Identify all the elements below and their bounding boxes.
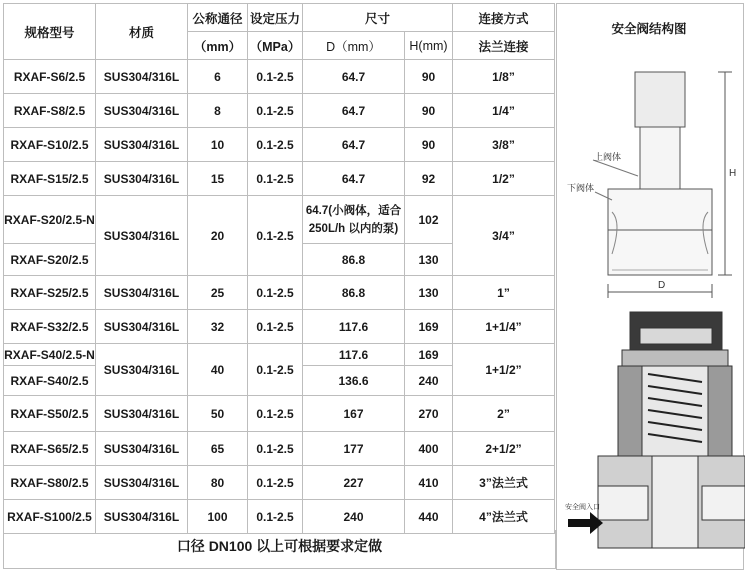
cell-h: 400 (405, 432, 453, 466)
cell-d: 86.8 (303, 244, 405, 276)
cell-material: SUS304/316L (96, 344, 188, 396)
cell-h: 440 (405, 500, 453, 534)
cell-material: SUS304/316L (96, 60, 188, 94)
cell-model: RXAF-S65/2.5 (4, 432, 96, 466)
cell-connection: 1/4” (453, 94, 555, 128)
cell-model: RXAF-S10/2.5 (4, 128, 96, 162)
cell-connection: 1/2” (453, 162, 555, 196)
cell-pressure: 0.1-2.5 (248, 276, 303, 310)
cell-material: SUS304/316L (96, 94, 188, 128)
cell-model-s20: RXAF-S20/2.5 (4, 244, 96, 276)
cell-model-s40-n: RXAF-S40/2.5-N (4, 344, 96, 366)
cell-h: 410 (405, 466, 453, 500)
header-size-h: H(mm) (405, 32, 453, 60)
cell-d: 64.7 (303, 94, 405, 128)
cell-connection: 1” (453, 276, 555, 310)
cell-h: 90 (405, 60, 453, 94)
cell-h: 130 (405, 244, 453, 276)
cell-material: SUS304/316L (96, 500, 188, 534)
cell-h: 130 (405, 276, 453, 310)
cell-pressure: 0.1-2.5 (248, 196, 303, 276)
cell-connection: 2” (453, 396, 555, 432)
cell-d: 136.6 (303, 366, 405, 396)
cell-material: SUS304/316L (96, 466, 188, 500)
header-set-pressure: 设定压力 (248, 4, 303, 32)
cell-dn: 65 (188, 432, 248, 466)
header-connection-sub: 法兰连接 (453, 32, 555, 60)
cell-h: 270 (405, 396, 453, 432)
valve-schematic (593, 72, 732, 298)
cell-d: 227 (303, 466, 405, 500)
cell-d: 117.6 (303, 344, 405, 366)
label-inlet: 安全阀入口 (565, 504, 600, 511)
cell-dn: 25 (188, 276, 248, 310)
cell-dn: 100 (188, 500, 248, 534)
cell-model: RXAF-S100/2.5 (4, 500, 96, 534)
cell-d: 240 (303, 500, 405, 534)
cell-connection: 3/4” (453, 196, 555, 276)
valve-cutaway (598, 312, 745, 548)
cell-material: SUS304/316L (96, 396, 188, 432)
cell-pressure: 0.1-2.5 (248, 60, 303, 94)
cell-model: RXAF-S25/2.5 (4, 276, 96, 310)
cell-dn: 80 (188, 466, 248, 500)
cell-connection: 3”法兰式 (453, 466, 555, 500)
cell-h: 102 (405, 196, 453, 244)
label-d: D (658, 280, 666, 291)
diagram-title: 安全阀结构图 (611, 22, 687, 36)
cell-connection: 1/8” (453, 60, 555, 94)
header-nominal-diameter: 公称通径 (188, 4, 248, 32)
cell-connection: 2+1/2” (453, 432, 555, 466)
cell-d: 117.6 (303, 310, 405, 344)
cell-h: 169 (405, 344, 453, 366)
cell-h: 90 (405, 94, 453, 128)
cell-pressure: 0.1-2.5 (248, 128, 303, 162)
cell-pressure: 0.1-2.5 (248, 162, 303, 196)
cell-material: SUS304/316L (96, 310, 188, 344)
label-lower-body: 下阀体 (567, 183, 595, 193)
cell-d: 64.7 (303, 162, 405, 196)
cell-dn: 20 (188, 196, 248, 276)
cell-dn: 40 (188, 344, 248, 396)
cell-dn: 6 (188, 60, 248, 94)
header-set-pressure-unit: （MPa） (248, 32, 303, 60)
cell-pressure: 0.1-2.5 (248, 396, 303, 432)
cell-model: RXAF-S15/2.5 (4, 162, 96, 196)
cell-pressure: 0.1-2.5 (248, 310, 303, 344)
cell-pressure: 0.1-2.5 (248, 344, 303, 396)
cell-d: 167 (303, 396, 405, 432)
cell-model-s20-n: RXAF-S20/2.5-N (4, 196, 96, 244)
cell-model: RXAF-S6/2.5 (4, 60, 96, 94)
header-connection: 连接方式 (453, 4, 555, 32)
header-nominal-diameter-unit: （mm） (188, 32, 248, 60)
cell-dn: 8 (188, 94, 248, 128)
cell-h: 240 (405, 366, 453, 396)
cell-model: RXAF-S8/2.5 (4, 94, 96, 128)
header-material: 材质 (96, 4, 188, 60)
cell-d: 177 (303, 432, 405, 466)
d-note-text: 64.7(小阀体，适合250L/h 以内的泵) (305, 204, 402, 235)
cell-d: 64.7 (303, 128, 405, 162)
header-model: 规格型号 (4, 4, 96, 60)
cell-h: 92 (405, 162, 453, 196)
cell-h: 169 (405, 310, 453, 344)
label-upper-body: 上阀体 (594, 152, 622, 162)
table-footer-note: 口径 DN100 以上可根据要求定做 (3, 530, 556, 569)
cell-pressure: 0.1-2.5 (248, 432, 303, 466)
cell-dn: 50 (188, 396, 248, 432)
cell-dn: 10 (188, 128, 248, 162)
cell-d: 86.8 (303, 276, 405, 310)
cell-material: SUS304/316L (96, 432, 188, 466)
cell-connection: 1+1/2” (453, 344, 555, 396)
label-h: H (729, 168, 737, 179)
cell-connection: 4”法兰式 (453, 500, 555, 534)
header-size-d: D（mm） (303, 32, 405, 60)
cell-pressure: 0.1-2.5 (248, 500, 303, 534)
header-size: 尺寸 (303, 4, 453, 32)
cell-material: SUS304/316L (96, 128, 188, 162)
cell-material: SUS304/316L (96, 162, 188, 196)
cell-model-s40: RXAF-S40/2.5 (4, 366, 96, 396)
cell-pressure: 0.1-2.5 (248, 94, 303, 128)
cell-dn: 15 (188, 162, 248, 196)
cell-model: RXAF-S32/2.5 (4, 310, 96, 344)
cell-material: SUS304/316L (96, 276, 188, 310)
cell-connection: 1+1/4” (453, 310, 555, 344)
cell-connection: 3/8” (453, 128, 555, 162)
cell-model: RXAF-S80/2.5 (4, 466, 96, 500)
cell-model: RXAF-S50/2.5 (4, 396, 96, 432)
cell-h: 90 (405, 128, 453, 162)
cell-pressure: 0.1-2.5 (248, 466, 303, 500)
cell-d: 64.7 (303, 60, 405, 94)
cell-material: SUS304/316L (96, 196, 188, 276)
cell-dn: 32 (188, 310, 248, 344)
